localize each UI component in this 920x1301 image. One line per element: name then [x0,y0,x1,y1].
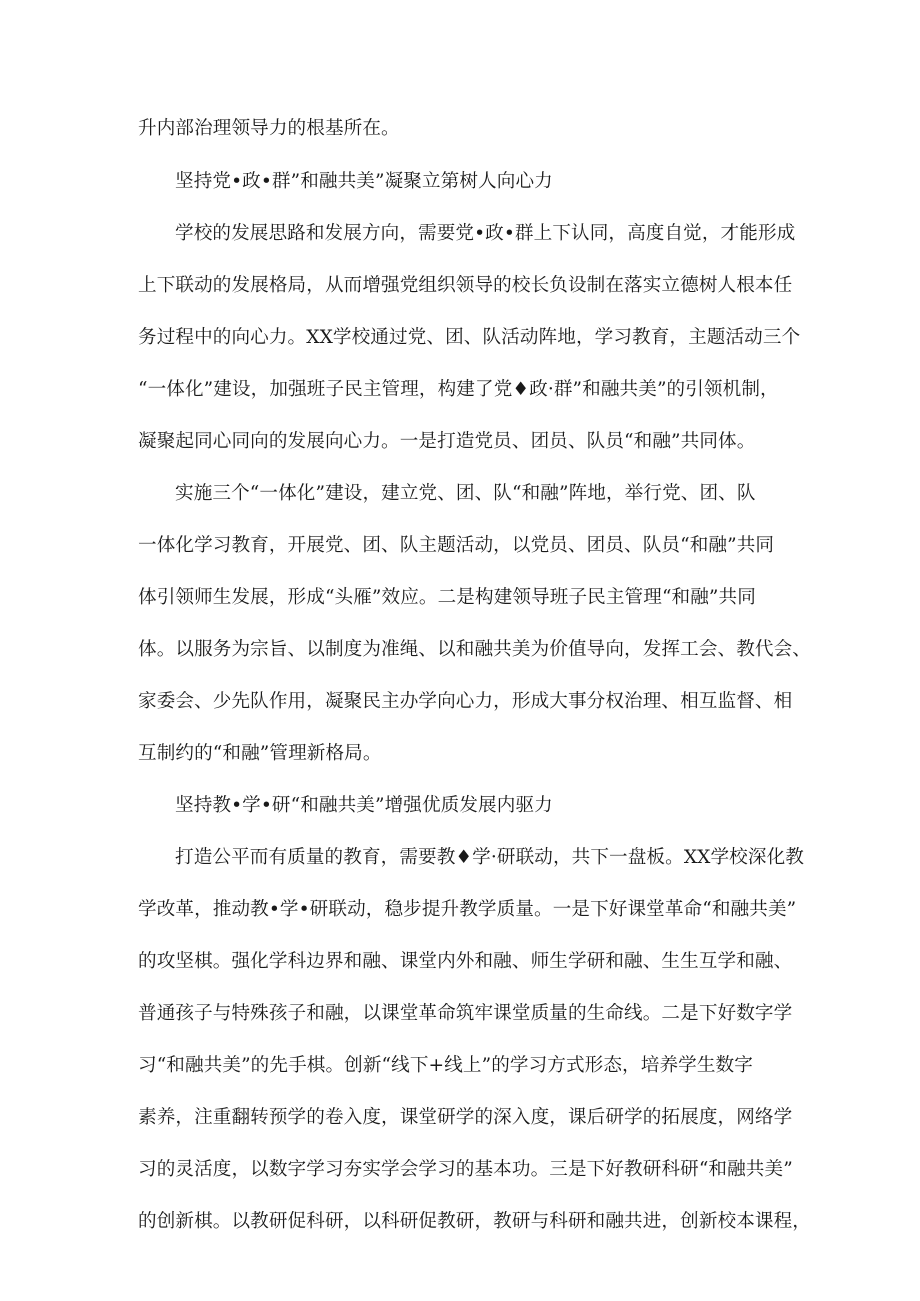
text-line: 凝聚起同心同向的发展向心力。一是打造党员、团员、队员“和融”共同体。 [138,431,756,452]
text-line: 的攻坚棋。强化学科边界和融、课堂内外和融、师生学研和融、生生互学和融、 [138,951,793,972]
text-line: 习“和融共美”的先手棋。创新“线下+线上”的学习方式形态，培养学生数字 [138,1055,753,1076]
text-line: 实施三个“一体化”建设，建立党、团、队“和融”阵地，举行党、团、队 [175,483,756,504]
text-line: 上下联动的发展格局，从而增强党组织领导的校长负设制在落实立德树人根本任 [138,275,793,296]
text-line: 体引领师生发展，形成“头雁”效应。二是构建领导班子民主管理“和融”共同 [138,587,756,608]
section-heading: 坚持党•政•群”和融共美”凝聚立第树人向心力 [175,171,553,192]
text-line: 体。以服务为宗旨、以制度为准绳、以和融共美为价值导向，发挥工会、教代会、 [138,639,811,660]
text-line: 的创新棋。以教研促科研，以科研促教研，教研与科研和融共进，创新校本课程， [138,1211,811,1232]
section-heading: 坚持教•学•研“和融共美”增强优质发展内驱力 [175,795,553,816]
text-line: 互制约的“和融”管理新格局。 [138,743,382,764]
text-line: 家委会、少先队作用，凝聚民主办学向心力，形成大事分权治理、相互监督、相 [138,691,793,712]
text-line: “一体化”建设，加强班子民主管理，构建了党♦政·群”和融共美”的引领机制， [138,379,779,400]
text-line: 素养，注重翻转预学的卷入度，课堂研学的深入度，课后研学的拓展度，网络学 [138,1107,793,1128]
text-line: 升内部治理领导力的根基所在。 [138,118,400,139]
text-line: 学改革，推动教•学•研联动，稳步提升教学质量。一是下好课堂革命“和融共美” [138,899,797,920]
text-line: 习的灵活度，以数字学习夯实学会学习的基本功。三是下好教研科研“和融共美” [138,1159,793,1180]
text-line: 一体化学习教育，开展党、团、队主题活动，以党员、团员、队员“和融”共同 [138,535,775,556]
text-line: 务过程中的向心力。XX学校通过党、团、队活动阵地，学习教育，主题活动三个 [138,327,801,348]
text-line: 普通孩子与特殊孩子和融，以课堂革命筑牢课堂质量的生命线。二是下好数字学 [138,1003,793,1024]
text-line: 学校的发展思路和发展方向，需要党•政•群上下认同，高度自觉，才能形成 [175,223,796,244]
text-line: 打造公平而有质量的教育，需要教♦学·研联动，共下一盘板。XX学校深化教 [175,847,804,868]
